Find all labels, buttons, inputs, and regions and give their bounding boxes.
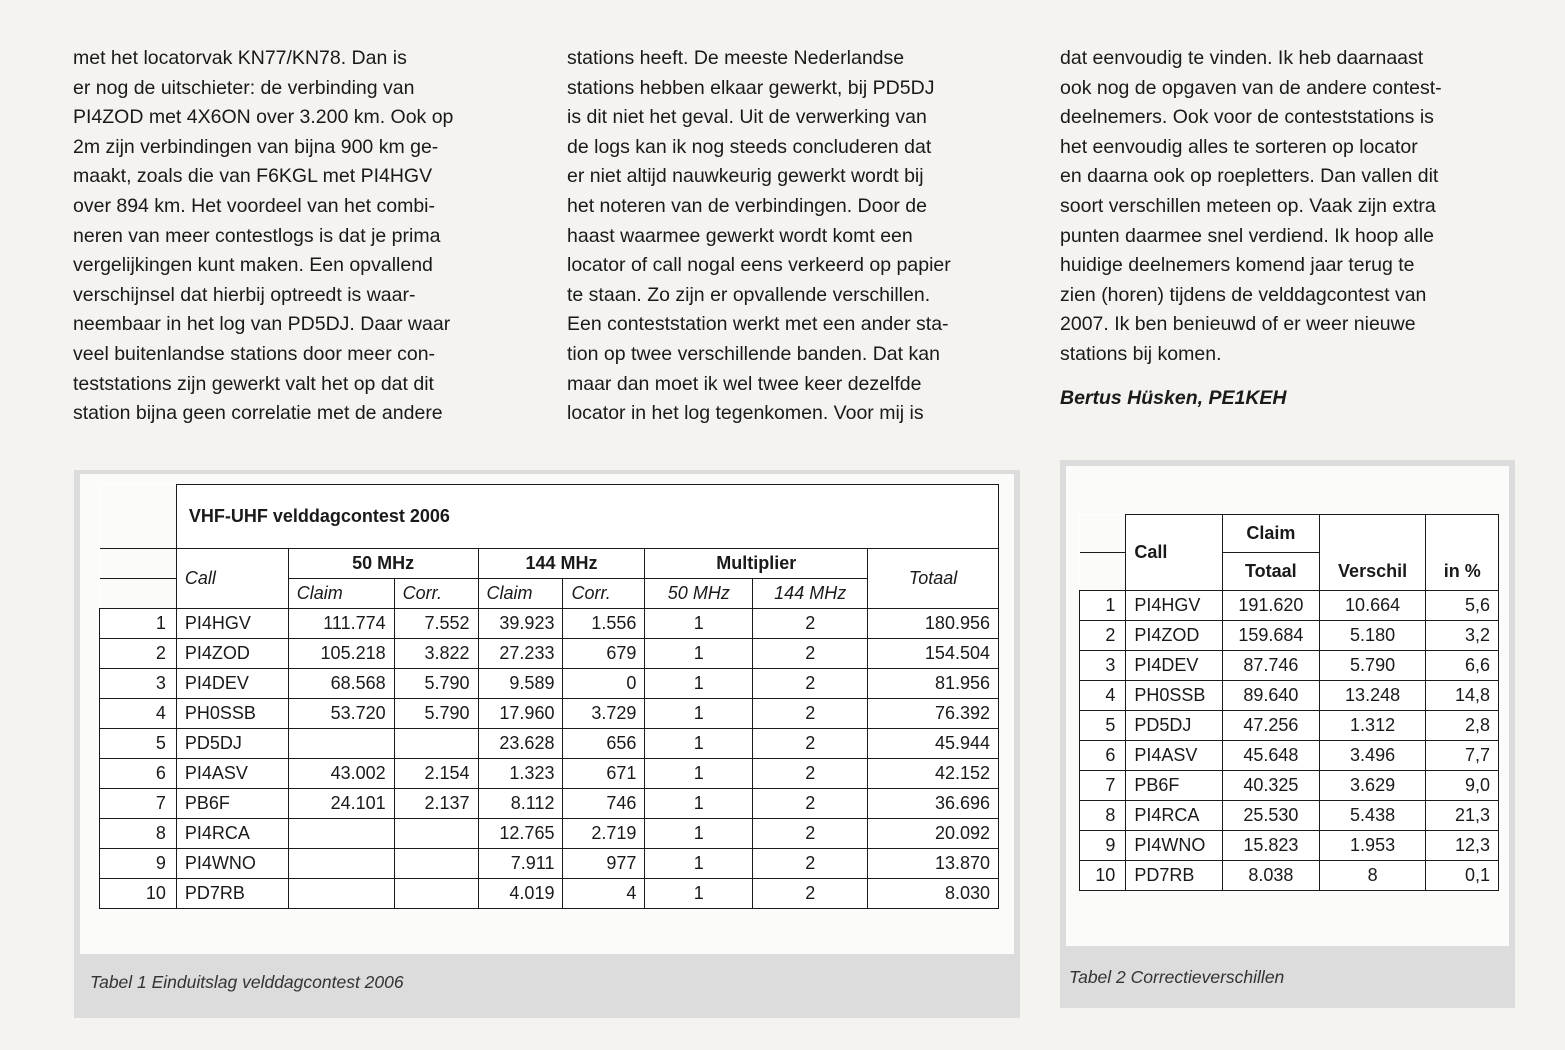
table1-cell-c144: 7.911 (478, 849, 563, 879)
table1-cell-r144: 746 (563, 789, 645, 819)
table1-cell-r50: 5.790 (394, 669, 478, 699)
table1-cell-tot: 13.870 (868, 849, 999, 879)
table-row (1080, 591, 1499, 621)
article-line: huidige deelnemers komend jaar terug te (1060, 254, 1415, 277)
table2-cell-call: PI4ZOD (1126, 621, 1223, 651)
table1-cell-m144: 2 (753, 789, 868, 819)
article-line: is dit niet het geval. Uit de verwerking van (567, 106, 927, 129)
article-line: PI4ZOD met 4X6ON over 3.200 km. Ook op (73, 106, 454, 129)
table2-cell-rank: 3 (1080, 651, 1126, 681)
table1-cell-tot: 36.696 (868, 789, 999, 819)
table-row (100, 759, 999, 789)
table1-cell-m144: 2 (753, 639, 868, 669)
table1-cell-c144: 39.923 (478, 609, 563, 639)
table1-corner-2 (100, 549, 177, 579)
table2-cell-pct: 12,3 (1426, 831, 1499, 861)
table2-cell-call: PD5DJ (1126, 711, 1223, 741)
table1-claim144-header: Claim (478, 579, 563, 609)
table2-cell-tot: 87.746 (1223, 651, 1320, 681)
table1-cell-call: PB6F (176, 789, 288, 819)
table-row (100, 669, 999, 699)
table2-pct-top (1426, 515, 1499, 553)
table2-cell-rank: 5 (1080, 711, 1126, 741)
table2-cell-pct: 7,7 (1426, 741, 1499, 771)
table2-cell-tot: 25.530 (1223, 801, 1320, 831)
table1-cell-m144: 2 (753, 819, 868, 849)
table-row (1080, 651, 1499, 681)
table1-cell-r50 (394, 819, 478, 849)
table1-cell-c144: 8.112 (478, 789, 563, 819)
table2-cell-rank: 9 (1080, 831, 1126, 861)
article-line: stations bij komen. (1060, 342, 1222, 365)
table-row (1080, 741, 1499, 771)
table1-cell-m50: 1 (645, 849, 753, 879)
article-line: veel buitenlandse stations door meer con- (73, 342, 436, 365)
correction-differences-table (1079, 514, 1499, 891)
table2-cell-pct: 0,1 (1426, 861, 1499, 891)
table1-cell-r144: 671 (563, 759, 645, 789)
article-line: zien (horen) tijdens de velddagcontest van (1060, 283, 1427, 306)
table2-cell-call: PI4ASV (1126, 741, 1223, 771)
article-line: het eenvoudig alles te sorteren op locator (1060, 135, 1418, 158)
table1-cell-r144: 977 (563, 849, 645, 879)
table1-cell-rank: 6 (100, 759, 177, 789)
table1-cell-c50: 111.774 (288, 609, 394, 639)
table2-cell-call: PD7RB (1126, 861, 1223, 891)
table2-cell-call: PB6F (1126, 771, 1223, 801)
table1-call-header: Call (176, 549, 288, 609)
article-line: en daarna ook op roepletters. Dan vallen dit (1060, 165, 1439, 188)
article-line: deelnemers. Ook voor de conteststations is (1060, 106, 1434, 129)
table1-cell-tot: 154.504 (868, 639, 999, 669)
article-line: het noteren van de verbindingen. Door de (567, 194, 927, 217)
table2-cell-diff: 13.248 (1319, 681, 1426, 711)
table2-cell-diff: 8 (1319, 861, 1426, 891)
table2-cell-rank: 8 (1080, 801, 1126, 831)
table2-cell-diff: 1.953 (1319, 831, 1426, 861)
table1-cell-rank: 8 (100, 819, 177, 849)
table1-cell-m144: 2 (753, 699, 868, 729)
article-line: tion op twee verschillende banden. Dat kan (567, 342, 940, 365)
table1-cell-r50: 2.137 (394, 789, 478, 819)
table2-cell-diff: 1.312 (1319, 711, 1426, 741)
table1-cell-c50 (288, 729, 394, 759)
article-line: verschijnsel dat hierbij optreedt is waar- (73, 283, 416, 306)
table2-verschil-top (1319, 515, 1426, 553)
table1-cell-c50 (288, 879, 394, 909)
table2-cell-rank: 7 (1080, 771, 1126, 801)
table1-cell-c50: 68.568 (288, 669, 394, 699)
table2-call-header: Call (1126, 515, 1223, 591)
article-line: locator in het log tegenkomen. Voor mij is (567, 402, 924, 425)
table1-cell-m50: 1 (645, 699, 753, 729)
table-row (100, 849, 999, 879)
table1-cell-r50: 7.552 (394, 609, 478, 639)
table1-cell-c50: 43.002 (288, 759, 394, 789)
article-line: te staan. Zo zijn er opvallende verschillen. (567, 283, 931, 306)
table-row (1080, 771, 1499, 801)
table1-cell-r50 (394, 849, 478, 879)
table2-cell-diff: 10.664 (1319, 591, 1426, 621)
table1-cell-tot: 76.392 (868, 699, 999, 729)
table2-cell-tot: 89.640 (1223, 681, 1320, 711)
table2-cell-call: PH0SSB (1126, 681, 1223, 711)
table2-cell-call: PI4RCA (1126, 801, 1223, 831)
table1-cell-tot: 42.152 (868, 759, 999, 789)
table2-claim-header: Claim (1223, 515, 1320, 553)
table-row (100, 699, 999, 729)
table1-cell-c50: 53.720 (288, 699, 394, 729)
table1-cell-r144: 679 (563, 639, 645, 669)
table1-cell-m50: 1 (645, 729, 753, 759)
article-line: met het locatorvak KN77/KN78. Dan is (73, 47, 407, 69)
article-line: neembaar in het log van PD5DJ. Daar waar (73, 313, 451, 336)
table1-caption: Tabel 1 Einduitslag velddagcontest 2006 (90, 972, 404, 992)
table1-mult144-header: 144 MHz (753, 579, 868, 609)
table1-cell-rank: 10 (100, 879, 177, 909)
article-line: de logs kan ik nog steeds concluderen dat (567, 135, 932, 158)
table2-caption: Tabel 2 Correctieverschillen (1069, 967, 1285, 987)
article-line: haast waarmee gewerkt wordt komt een (567, 224, 913, 247)
table1-cell-r50 (394, 879, 478, 909)
article-line: station bijna geen correlatie met de andere (73, 402, 443, 425)
table1-band144-header: 144 MHz (478, 549, 645, 579)
table1-corr144-header: Corr. (563, 579, 645, 609)
table2-cell-tot: 45.648 (1223, 741, 1320, 771)
table1-cell-c50 (288, 819, 394, 849)
table2-cell-rank: 10 (1080, 861, 1126, 891)
table1-cell-m50: 1 (645, 609, 753, 639)
table2-cell-tot: 47.256 (1223, 711, 1320, 741)
article-line: er nog de uitschieter: de verbinding van (73, 76, 415, 99)
table2-cell-diff: 5.438 (1319, 801, 1426, 831)
table-row (1080, 831, 1499, 861)
table1-cell-m50: 1 (645, 789, 753, 819)
table2-cell-pct: 5,6 (1426, 591, 1499, 621)
table1-cell-call: PD7RB (176, 879, 288, 909)
article-line: Een conteststation werkt met een ander sta- (567, 313, 949, 336)
table1-corner-3 (100, 579, 177, 609)
contest-results-table (99, 484, 999, 909)
table1-cell-c144: 17.960 (478, 699, 563, 729)
table1-cell-tot: 180.956 (868, 609, 999, 639)
table1-multiplier-header: Multiplier (645, 549, 868, 579)
table1-cell-m50: 1 (645, 759, 753, 789)
table1-cell-c50: 24.101 (288, 789, 394, 819)
table2-cell-pct: 3,2 (1426, 621, 1499, 651)
table-row (100, 789, 999, 819)
table1-cell-r144: 2.719 (563, 819, 645, 849)
table1-cell-c144: 4.019 (478, 879, 563, 909)
table2-cell-rank: 2 (1080, 621, 1126, 651)
table1-cell-c144: 1.323 (478, 759, 563, 789)
table1-cell-rank: 2 (100, 639, 177, 669)
article-line: locator of call nogal eens verkeerd op papier (567, 254, 951, 277)
table1-cell-m50: 1 (645, 639, 753, 669)
table2-corner-2 (1080, 553, 1126, 591)
table1-cell-tot: 81.956 (868, 669, 999, 699)
table1-corner (100, 485, 177, 549)
table2-cell-diff: 3.629 (1319, 771, 1426, 801)
table2-cell-rank: 6 (1080, 741, 1126, 771)
table-row (1080, 681, 1499, 711)
table1-cell-c144: 23.628 (478, 729, 563, 759)
table1-cell-rank: 7 (100, 789, 177, 819)
table1-cell-m144: 2 (753, 669, 868, 699)
table2-cell-tot: 191.620 (1223, 591, 1320, 621)
table2-totaal-header: Totaal (1223, 553, 1320, 591)
article-line: over 894 km. Het voordeel van het combi- (73, 194, 436, 217)
table1-cell-m50: 1 (645, 669, 753, 699)
table1-cell-c50: 105.218 (288, 639, 394, 669)
table1-cell-m144: 2 (753, 879, 868, 909)
table-row (1080, 801, 1499, 831)
table2-cell-tot: 40.325 (1223, 771, 1320, 801)
table-row (1080, 621, 1499, 651)
table1-cell-m144: 2 (753, 729, 868, 759)
table1-cell-rank: 4 (100, 699, 177, 729)
table2-cell-pct: 14,8 (1426, 681, 1499, 711)
article-line: maakt, zoals die van F6KGL met PI4HGV (73, 165, 433, 188)
table1-cell-r50: 5.790 (394, 699, 478, 729)
table1-cell-m144: 2 (753, 849, 868, 879)
article-column-2 (567, 44, 951, 429)
table2-cell-diff: 5.790 (1319, 651, 1426, 681)
table1-cell-tot: 20.092 (868, 819, 999, 849)
table-row (100, 819, 999, 849)
article-line: stations hebben elkaar gewerkt, bij PD5DJ (567, 76, 935, 99)
table1-cell-m144: 2 (753, 759, 868, 789)
table1-cell-r144: 656 (563, 729, 645, 759)
table1-band50-header: 50 MHz (288, 549, 478, 579)
table1-cell-rank: 5 (100, 729, 177, 759)
article-line: soort verschillen meteen op. Vaak zijn extra (1060, 194, 1436, 217)
table2-pct-header: in % (1426, 553, 1499, 591)
table2-cell-call: PI4DEV (1126, 651, 1223, 681)
article-line: vergelijkingen kunt maken. Een opvallend (73, 254, 433, 277)
table2-verschil-header: Verschil (1319, 553, 1426, 591)
table1-corr50-header: Corr. (394, 579, 478, 609)
table2-cell-tot: 159.684 (1223, 621, 1320, 651)
table-row (100, 609, 999, 639)
article-line: 2007. Ik ben benieuwd of er weer nieuwe (1060, 313, 1416, 336)
table1-cell-call: PI4WNO (176, 849, 288, 879)
table2-cell-call: PI4HGV (1126, 591, 1223, 621)
table1-cell-call: PI4ZOD (176, 639, 288, 669)
table2-cell-diff: 3.496 (1319, 741, 1426, 771)
table1-cell-call: PI4HGV (176, 609, 288, 639)
article-line: maar dan moet ik wel twee keer dezelfde (567, 372, 922, 395)
table-row (100, 729, 999, 759)
table1-cell-m50: 1 (645, 879, 753, 909)
table2-cell-rank: 4 (1080, 681, 1126, 711)
table1-cell-r50: 2.154 (394, 759, 478, 789)
article-column-1 (73, 44, 453, 429)
table1-cell-rank: 9 (100, 849, 177, 879)
table1-cell-m144: 2 (753, 609, 868, 639)
article-line: punten daarmee snel verdiend. Ik hoop alle (1060, 224, 1435, 247)
article-line: 2m zijn verbindingen van bijna 900 km ge- (73, 135, 439, 158)
table1-mult50-header: 50 MHz (645, 579, 753, 609)
table1-cell-call: PH0SSB (176, 699, 288, 729)
table2-cell-rank: 1 (1080, 591, 1126, 621)
table-row (1080, 861, 1499, 891)
table1-cell-call: PD5DJ (176, 729, 288, 759)
table1-total-header: Totaal (868, 549, 999, 609)
table2-cell-pct: 2,8 (1426, 711, 1499, 741)
table2-cell-pct: 6,6 (1426, 651, 1499, 681)
table1-cell-c144: 27.233 (478, 639, 563, 669)
table2-corner (1080, 515, 1126, 553)
article-line: dat eenvoudig te vinden. Ik heb daarnaast (1060, 47, 1424, 69)
table1-cell-r50 (394, 729, 478, 759)
table1-cell-r50: 3.822 (394, 639, 478, 669)
author-signature: Bertus Hüsken, PE1KEH (1060, 386, 1287, 409)
article-line: teststations zijn gewerkt valt het op dat dit (73, 372, 434, 395)
table2-cell-pct: 21,3 (1426, 801, 1499, 831)
table2-cell-pct: 9,0 (1426, 771, 1499, 801)
table2-cell-call: PI4WNO (1126, 831, 1223, 861)
table1-cell-tot: 45.944 (868, 729, 999, 759)
article-line: er niet altijd nauwkeurig gewerkt wordt bij (567, 165, 924, 188)
article-line: ook nog de opgaven van de andere contest- (1060, 76, 1442, 99)
table2-cell-diff: 5.180 (1319, 621, 1426, 651)
article-line: neren van meer contestlogs is dat je prima (73, 224, 441, 247)
table1-cell-c50 (288, 849, 394, 879)
table-row (100, 879, 999, 909)
table1-cell-rank: 1 (100, 609, 177, 639)
table1-cell-r144: 0 (563, 669, 645, 699)
table-row (1080, 711, 1499, 741)
table1-claim50-header: Claim (288, 579, 394, 609)
table2-cell-tot: 8.038 (1223, 861, 1320, 891)
table1-cell-call: PI4DEV (176, 669, 288, 699)
table1-cell-r144: 3.729 (563, 699, 645, 729)
table1-cell-m50: 1 (645, 819, 753, 849)
table1-cell-tot: 8.030 (868, 879, 999, 909)
table1-cell-c144: 12.765 (478, 819, 563, 849)
table-row (100, 639, 999, 669)
article-line: stations heeft. De meeste Nederlandse (567, 47, 905, 69)
table1-cell-r144: 1.556 (563, 609, 645, 639)
table1-title: VHF-UHF velddagcontest 2006 (176, 485, 998, 549)
table2-cell-tot: 15.823 (1223, 831, 1320, 861)
table1-cell-call: PI4RCA (176, 819, 288, 849)
table1-cell-rank: 3 (100, 669, 177, 699)
table1-cell-call: PI4ASV (176, 759, 288, 789)
table1-cell-c144: 9.589 (478, 669, 563, 699)
article-column-3 (1060, 44, 1442, 413)
table1-cell-r144: 4 (563, 879, 645, 909)
